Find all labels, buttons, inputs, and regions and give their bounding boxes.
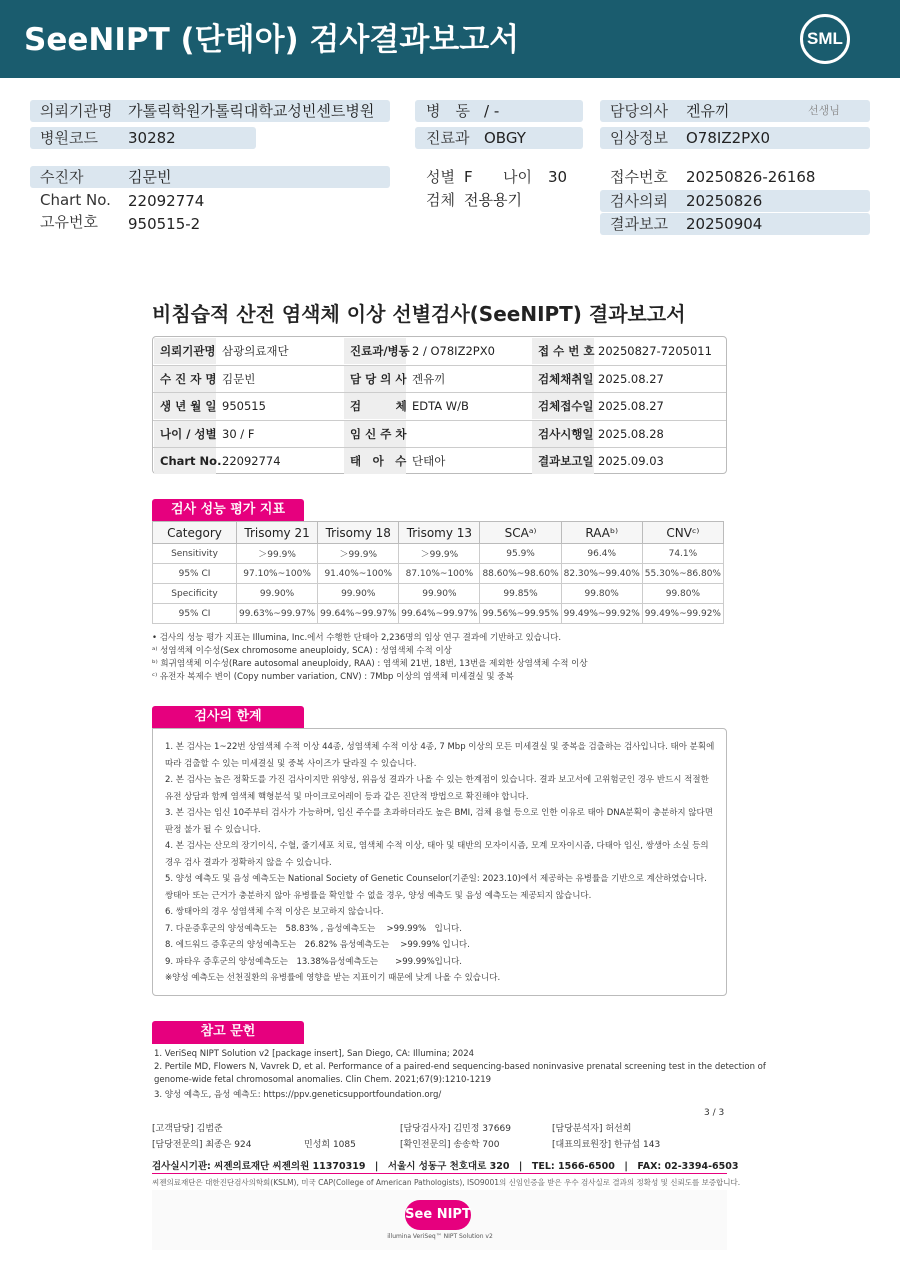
limit-line: ※양성 예측도는 선천질환의 유병률에 영향을 받는 지표이기 때문에 낮게 나올 수 있습니다. [165, 973, 501, 983]
perf-note: • 검사의 성능 평가 지표는 Illumina, Inc.에서 수행한 단태아 2,236명의 임상 연구 결과에 기반하고 있습니다. [152, 633, 562, 643]
clinical-label: 임상정보 [610, 129, 668, 147]
reference-line: 1. VeriSeq NIPT Solution v2 [package insert], San Diego, CA: Illumina; 2024 [154, 1049, 475, 1059]
info-value: 단태아 [412, 454, 446, 468]
dept-value: OBGY [484, 129, 526, 147]
age-value: 30 [548, 168, 568, 186]
limit-line: 5. 양성 예측도 및 음성 예측도는 National Society of Genetic Counselor(기준일: 2023.10)에서 제공하는 유병률을 기반으로 계산하였습니다. [165, 874, 707, 884]
table-row [153, 544, 724, 564]
info-value: EDTA W/B [412, 399, 469, 413]
seenipt-subtitle: illumina VeriSeq™ NIPT Solution v2 [387, 1233, 493, 1240]
perf-cell: 88.60%~98.60% [480, 564, 561, 584]
limit-line: 4. 본 검사는 산모의 장기이식, 수혈, 줄기세포 치료, 염색체 수적 이상, 태아 및 태반의 모자이시즘, 모계 모자이시즘, 다태아 임신, 쌍생아 소실 등의 [165, 841, 709, 851]
perf-cell: 95% CI [153, 604, 237, 624]
page-title: SeeNIPT (단태아) 검사결과보고서 [24, 22, 520, 58]
perf-header: Trisomy 21 [237, 522, 318, 544]
table-row [153, 604, 724, 624]
institution-address: 검사실시기관: 씨젠의료재단 씨젠의원 11370319 | 서울시 성동구 천호대로 320 | TEL: 1566-6500 | FAX: 02-3394-6503 [152, 1161, 739, 1172]
perf-cell: 99.80% [561, 584, 642, 604]
info-value: 2025.08.27 [598, 372, 664, 386]
band [30, 166, 390, 188]
perf-cell: 74.1% [642, 544, 723, 564]
sig-specialist: [담당전문의] 최종은 924 [152, 1140, 252, 1150]
perf-cell: 95% CI [153, 564, 237, 584]
limit-line: 쌍태아 또는 근거가 충분하지 않아 유병률을 확인할 수 없을 경우, 양성 예측도 및 음성 예측도는 제공되지 않습니다. [165, 890, 592, 901]
info-label: 검체접수일 [538, 399, 594, 413]
limit-line: 경우 검사 결과가 정확하지 않을 수 있습니다. [165, 857, 332, 868]
perf-note: ᶜ⁾ 유전자 복제수 변이 (Copy number variation, CNV) : 7Mbp 이상의 염색체 미세결실 및 중복 [152, 672, 514, 682]
sig-customer: [고객담당] 김범준 [152, 1124, 223, 1134]
specimen-value: 전용용기 [464, 191, 522, 209]
limit-line: 판정 불가 될 수 있습니다. [165, 824, 261, 835]
info-label: 검사시행일 [538, 427, 594, 441]
perf-cell: 99.63%~99.97% [237, 604, 318, 624]
limit-line: 따라 검출할 수 있는 미세결실 및 중복 사이즈가 달라질 수 있습니다. [165, 758, 417, 769]
ward-value: / - [484, 102, 500, 120]
limit-line: 7. 다운증후군의 양성예측도는 58.83% , 음성예측도는 >99.99% 입니다. [165, 923, 462, 934]
info-label: 수 진 자 명 [160, 372, 217, 386]
perf-cell: 82.30%~99.40% [561, 564, 642, 584]
request-label: 검사의뢰 [610, 192, 668, 210]
perf-cell: ＞99.9% [318, 544, 399, 564]
hospcode-value: 30282 [128, 129, 176, 147]
perf-header: Trisomy 13 [399, 522, 480, 544]
info-value: 김문빈 [222, 372, 256, 386]
perf-cell: 99.90% [237, 584, 318, 604]
dept-label: 진료과 [426, 129, 470, 147]
row-divider [153, 392, 726, 393]
receipt-label: 접수번호 [610, 168, 668, 186]
table-row [153, 584, 724, 604]
limit-line: 1. 본 검사는 1~22번 상염색체 수적 이상 44종, 성염색체 수적 이상 4종, 7 Mbp 이상의 모든 미세결실 및 중복을 검출하는 검사입니다. 태아 분획에 [165, 742, 715, 752]
info-value: 삼광의료재단 [222, 344, 289, 358]
sex-value: F [464, 168, 473, 186]
patient-value: 김문빈 [128, 168, 172, 186]
info-label: Chart No. [160, 454, 222, 468]
info-value: 2025.08.27 [598, 399, 664, 413]
info-label: 담 당 의 사 [350, 372, 407, 386]
perf-cell: 97.10%~100% [237, 564, 318, 584]
id-value: 950515-2 [128, 215, 201, 233]
divider [152, 1173, 727, 1174]
sig-analyst: [담당분석자] 허선희 [552, 1124, 632, 1134]
perf-cell: 99.64%~99.97% [399, 604, 480, 624]
limit-line: 2. 본 검사는 높은 정확도를 가진 검사이지만 위양성, 위음성 결과가 나올 수 있는 한계점이 있습니다. 결과 보고서에 고위험군인 경우 반드시 적절한 [165, 775, 709, 785]
perf-header: Trisomy 18 [318, 522, 399, 544]
limit-line: 유전 상담과 함께 염색체 핵형분석 및 마이크로어레이 등과 같은 진단적 방법으로 확진해야 합니다. [165, 791, 529, 802]
info-label: 생 년 월 일 [160, 399, 217, 413]
certification-note: 씨젠의료재단은 대한진단검사의학회(KSLM), 미국 CAP(College of American Pathologists), ISO9001의 신임인증을 받은 우수 검사실로 결과의 정확성 및 신뢰도를 보증합니다. [152, 1178, 741, 1187]
page-number: 3 / 3 [704, 1108, 725, 1118]
info-label: 의뢰기관명 [160, 344, 216, 358]
info-value: 950515 [222, 399, 266, 413]
org-label: 의뢰기관명 [40, 102, 113, 120]
row-divider [153, 447, 726, 448]
row-divider [153, 420, 726, 421]
sig-confirm: [확인전문의] 송송학 700 [400, 1140, 500, 1150]
ward-label: 병 동 [426, 102, 470, 120]
report-value: 20250904 [686, 215, 763, 233]
perf-cell: 99.56%~99.95% [480, 604, 561, 624]
info-label: 접 수 번 호 [538, 344, 595, 358]
perf-cell: Specificity [153, 584, 237, 604]
seenipt-logo: See NIPT [405, 1200, 471, 1230]
perf-cell: 96.4% [561, 544, 642, 564]
perf-cell: 99.64%~99.97% [318, 604, 399, 624]
perf-cell: 91.40%~100% [318, 564, 399, 584]
id-label: 고유번호 [40, 213, 98, 231]
report-label: 결과보고 [610, 215, 668, 233]
perf-note: ᵃ⁾ 성염색체 이수성(Sex chromosome aneuploidy, SCA) : 성염색체 수적 이상 [152, 646, 452, 656]
limit-line: 8. 에드워드 증후군의 양성예측도는 26.82% 음성예측도는 >99.99% 입니다. [165, 940, 470, 950]
clinical-value: O78IZ2PX0 [686, 129, 771, 147]
chart-value: 22092774 [128, 192, 205, 210]
performance-section-title: 검사 성능 평가 지표 [152, 499, 304, 521]
perf-header: RAAᵇ⁾ [561, 522, 642, 544]
perf-cell: 99.90% [318, 584, 399, 604]
reference-line: genome-wide fetal chromosomal anomalies. Clin Chem. 2021;67(9):1210-1219 [154, 1075, 492, 1085]
report-title: 비침습적 산전 염색체 이상 선별검사(SeeNIPT) 결과보고서 [152, 302, 686, 326]
info-value: 겐유끼 [412, 372, 446, 386]
hospcode-label: 병원코드 [40, 129, 98, 147]
perf-note: ᵇ⁾ 희귀염색체 이수성(Rare autosomal aneuploidy, RAA) : 염색체 21번, 18번, 13번을 제외한 상염색체 수적 이상 [152, 659, 588, 669]
references-section-title: 참고 문헌 [152, 1021, 304, 1043]
info-label: 태 아 수 [350, 454, 407, 468]
receipt-value: 20250826-26168 [686, 168, 816, 186]
perf-header: SCAᵃ⁾ [480, 522, 561, 544]
limit-line: 3. 본 검사는 임신 10주부터 검사가 가능하며, 임신 주수를 초과하더라도 높은 BMI, 검체 용혈 등으로 인한 이유로 태아 DNA분획이 충분하지 않다면 [165, 808, 713, 818]
perf-cell: Sensitivity [153, 544, 237, 564]
reference-line: 3. 양성 예측도, 음성 예측도: https://ppv.geneticsupportfoundation.org/ [154, 1090, 442, 1100]
info-label: 검 체 [350, 399, 407, 413]
reference-line: 2. Pertile MD, Flowers N, Vavrek D, et al. Performance of a paired-end sequencing-based noninvasive prenatal screening test in the detection of [154, 1062, 766, 1072]
perf-cell: 99.90% [399, 584, 480, 604]
request-value: 20250826 [686, 192, 763, 210]
info-value: 2025.08.28 [598, 427, 664, 441]
table-row [153, 564, 724, 584]
limits-section-title: 검사의 한계 [152, 706, 304, 728]
limit-line: 6. 쌍태아의 경우 성염색체 수적 이상은 보고하지 않습니다. [165, 907, 384, 917]
perf-cell: 99.49%~99.92% [642, 604, 723, 624]
info-label: 검체채취일 [538, 372, 594, 386]
sig-specialist-2: 민성희 1085 [304, 1140, 356, 1150]
doctor-suffix: 선생님 [808, 104, 840, 117]
sig-director: [대표의료원장] 한규섭 143 [552, 1140, 661, 1150]
sig-examiner: [담당검사자] 김민정 37669 [400, 1124, 511, 1134]
info-label: 결과보고일 [538, 454, 594, 468]
info-value: 20250827-7205011 [598, 344, 712, 358]
info-value: 22092774 [222, 454, 281, 468]
perf-cell: 99.49%~99.92% [561, 604, 642, 624]
info-label: 진료과/병동 [350, 344, 410, 358]
info-label: 나이 / 성별 [160, 427, 217, 441]
info-value: 2025.09.03 [598, 454, 664, 468]
perf-cell: ＞99.9% [399, 544, 480, 564]
perf-cell: 99.85% [480, 584, 561, 604]
age-label: 나이 [503, 168, 532, 186]
perf-header: CNVᶜ⁾ [642, 522, 723, 544]
info-value: 2 / O78IZ2PX0 [412, 344, 495, 358]
specimen-label: 검체 [426, 191, 455, 209]
perf-cell: 99.80% [642, 584, 723, 604]
doctor-value: 겐유끼 [686, 102, 730, 120]
perf-cell: 87.10%~100% [399, 564, 480, 584]
limit-line: 9. 파타우 증후군의 양성예측도는 13.38%음성예측도는 >99.99%입니다. [165, 956, 463, 967]
perf-cell: ＞99.9% [237, 544, 318, 564]
doctor-label: 담당의사 [610, 102, 668, 120]
section-underline [152, 1042, 304, 1044]
perf-cell: 55.30%~86.80% [642, 564, 723, 584]
patient-label: 수진자 [40, 168, 84, 186]
header-bar [0, 0, 900, 78]
perf-cell: 95.9% [480, 544, 561, 564]
row-divider [153, 365, 726, 366]
sml-logo: SML [800, 14, 850, 64]
sex-label: 성별 [426, 168, 455, 186]
chart-label: Chart No. [40, 191, 111, 209]
info-label: 임 신 주 차 [350, 427, 407, 441]
info-value: 30 / F [222, 427, 255, 441]
perf-header: Category [153, 522, 237, 544]
performance-table [152, 521, 724, 624]
org-value: 가톨릭학원가톨릭대학교성빈센트병원 [128, 102, 375, 120]
